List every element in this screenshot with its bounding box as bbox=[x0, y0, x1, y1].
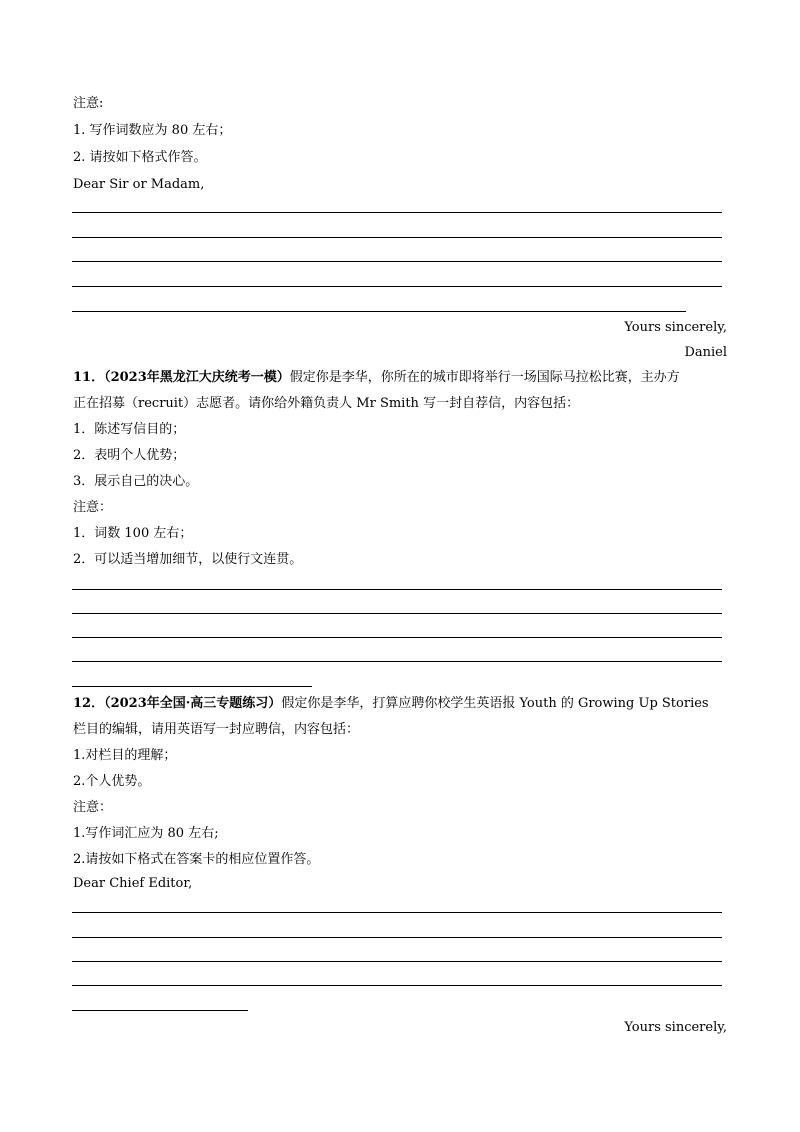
question-source: （2023年黑龙江大庆统考一模） bbox=[104, 370, 290, 385]
answer-line bbox=[72, 985, 722, 986]
letter-salutation: Dear Sir or Madam, bbox=[73, 177, 205, 192]
question-12-prompt bbox=[73, 696, 709, 712]
answer-line bbox=[72, 937, 722, 938]
answer-line bbox=[72, 637, 722, 638]
question-text: 假定你是李华，你所在的城市即将举行一场国际马拉松比赛，主办方 bbox=[289, 370, 680, 385]
note-item: 1. 写作词数应为 80 左右； bbox=[73, 123, 232, 138]
note-item: 2. 请按如下格式作答。 bbox=[73, 150, 207, 165]
requirement-item: 1．陈述写信目的； bbox=[73, 422, 186, 437]
question-number: 12． bbox=[73, 696, 105, 711]
notes-heading: 注意： bbox=[73, 500, 113, 515]
question-text: 正在招募（recruit）志愿者。请你给外籍负责人 Mr Smith 写一封自荐信，内容包括： bbox=[73, 396, 580, 411]
letter-signature: Daniel bbox=[684, 345, 727, 360]
answer-line bbox=[72, 661, 722, 662]
question-source: （2023年全国·高三专题练习） bbox=[104, 696, 282, 711]
requirement-item: 2．表明个人优势； bbox=[73, 448, 186, 463]
letter-salutation: Dear Chief Editor, bbox=[73, 876, 193, 891]
notes-heading: 注意： bbox=[73, 800, 113, 815]
question-number: 11． bbox=[73, 370, 105, 385]
requirement-item: 2.个人优势。 bbox=[73, 774, 151, 789]
requirement-item: 1.对栏目的理解； bbox=[73, 748, 177, 763]
answer-line bbox=[72, 311, 686, 312]
question-11-prompt bbox=[73, 370, 680, 386]
question-text: 假定你是李华，打算应聘你校学生英语报 Youth 的 Growing Up Stories bbox=[281, 696, 709, 711]
answer-line bbox=[72, 286, 722, 287]
answer-line bbox=[72, 912, 722, 913]
note-item: 1．词数 100 左右； bbox=[73, 526, 193, 541]
question-text: 栏目的编辑，请用英语写一封应聘信，内容包括： bbox=[73, 722, 360, 737]
requirement-item: 3．展示自己的决心。 bbox=[73, 474, 199, 489]
note-item: 2．可以适当增加细节，以使行文连贯。 bbox=[73, 552, 303, 567]
notes-heading: 注意: bbox=[73, 96, 104, 111]
answer-line bbox=[72, 1010, 248, 1011]
answer-line bbox=[72, 686, 312, 687]
answer-line bbox=[72, 212, 722, 213]
letter-closing: Yours sincerely, bbox=[624, 1020, 727, 1035]
note-item: 1.写作词汇应为 80 左右; bbox=[73, 826, 219, 841]
note-item: 2.请按如下格式在答案卡的相应位置作答。 bbox=[73, 852, 320, 867]
answer-line bbox=[72, 589, 722, 590]
answer-line bbox=[72, 237, 722, 238]
answer-line bbox=[72, 613, 722, 614]
answer-line bbox=[72, 961, 722, 962]
answer-line bbox=[72, 261, 722, 262]
letter-closing: Yours sincerely, bbox=[624, 320, 727, 335]
